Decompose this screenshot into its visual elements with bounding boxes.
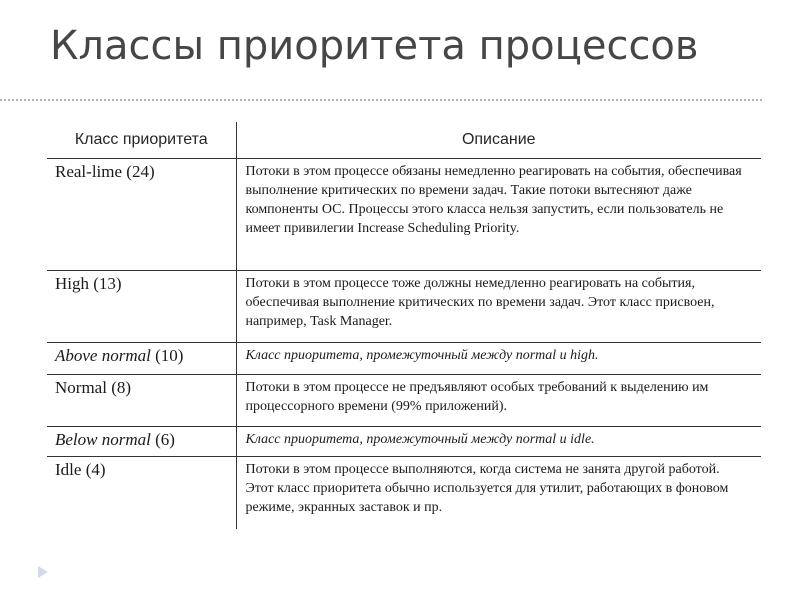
description-cell: Потоки в этом процессе не предъявляют особых требований к выделению им процессорного времени (99% приложений). [236, 375, 761, 427]
description-cell: Потоки в этом процессе выполняются, когда система не занята другой работой. Этот класс приоритета обычно используется для утилит, работающих в фоновом режиме, экранных заставок и пр. [245, 462, 729, 515]
priority-level: (10) [155, 346, 184, 365]
priority-level: (6) [155, 430, 175, 449]
priority-class-name: Normal [55, 378, 107, 397]
priority-classes-table [47, 122, 761, 529]
priority-level: (4) [85, 460, 106, 479]
table-row-normal [47, 375, 761, 427]
priority-class-cell [47, 457, 236, 530]
priority-class-name: Above normal [55, 346, 151, 365]
priority-class-name: Real-lime [55, 162, 123, 181]
header-description: Описание [236, 122, 761, 159]
description-cell: Потоки в этом процессе обязаны немедленно реагировать на события, обеспечивая выполнение критических по времени задач. Такие потоки вытесняют даже компоненты ОС. Процессы этого класса нельзя запустить, если пользователь не имеет привилегии Increase Scheduling Priority. [236, 159, 761, 271]
priority-level: (13) [93, 274, 122, 293]
table-row-idle [47, 457, 761, 530]
priority-class-cell [47, 271, 236, 343]
table-row-above-normal [47, 343, 761, 375]
table-row-realtime [47, 159, 761, 271]
table-row-high [47, 271, 761, 343]
slide-title: Классы приоритета процессов [50, 23, 699, 69]
priority-class-cell [47, 427, 236, 457]
title-divider [0, 99, 762, 101]
priority-class-cell [47, 375, 236, 427]
table-header-row [47, 122, 761, 159]
priority-level: (24) [126, 162, 155, 181]
priority-class-name: Below normal [55, 430, 151, 449]
priority-class-name: High [55, 274, 94, 293]
description-cell: Класс приоритета, промежуточный между normal и high. [236, 343, 761, 375]
priority-class-cell [47, 159, 236, 271]
priority-class-cell [47, 343, 236, 375]
priority-level: (8) [111, 378, 132, 397]
description-cell: Класс приоритета, промежуточный между normal и idle. [236, 427, 761, 457]
description-cell: Потоки в этом процессе тоже должны немедленно реагировать на события, обеспечивая выполнение критических по времени задач. Этот класс присвоен, например, Task Manager. [236, 271, 761, 343]
table-row-below-normal [47, 427, 761, 457]
triangle-bullet-icon [38, 566, 48, 578]
priority-class-name: Idle [55, 460, 82, 479]
header-priority-class: Класс приоритета [47, 122, 236, 159]
